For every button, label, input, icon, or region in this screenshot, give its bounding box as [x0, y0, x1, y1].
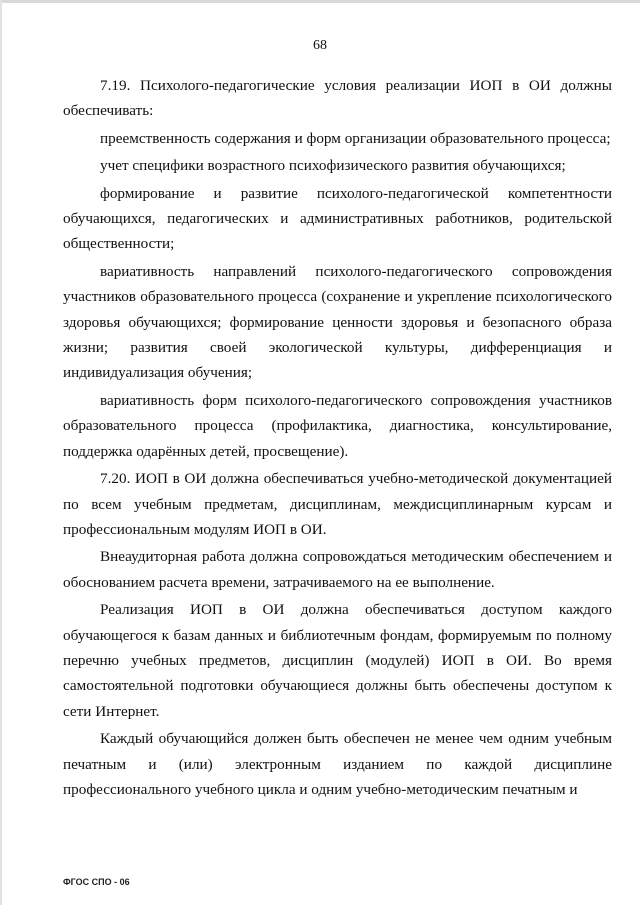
- paragraph-database-access: Реализация ИОП в ОИ должна обеспечиваться доступом каждого обучающегося к базам данных и библиотечным фондам, формируемым по полному перечню учебных предметов, дисциплин (модулей) ИОП в ОИ. Во время самостоятельной подготовки обучающиеся должны быть обеспечены доступом к сети Интернет.: [63, 601, 612, 720]
- paragraph-7-20: 7.20. ИОП в ОИ должна обеспечиваться учебно-методической документацией по всем учебным предметам, дисциплинам, междисциплинарным курсам и профессиональным модулям ИОП в ОИ.: [63, 470, 612, 538]
- paragraph-variability-directions: вариативность направлений психолого-педагогического сопровождения участников образовательного процесса (сохранение и укрепление психологического здоровья обучающихся; формирование ценности здоровья и безопасного образа жизни; развития своей экологической культуры, дифференциация и индивидуализация обучения;: [63, 262, 612, 382]
- page-number: 68: [313, 38, 327, 53]
- paragraph-extracurricular: Внеаудиторная работа должна сопровождаться методическим обеспечением и обоснованием расчета времени, затрачиваемого на ее выполнение.: [63, 548, 612, 591]
- paragraph-7-19-intro: 7.19. Психолого-педагогические условия реализации ИОП в ОИ должны обеспечивать:: [63, 77, 612, 120]
- footer-code: ФГОС СПО - 06: [63, 877, 130, 887]
- paragraph-competence: формирование и развитие психолого-педагогической компетентности обучающихся, педагогических и административных работников, родительской общественности;: [63, 184, 612, 253]
- document-body: [63, 73, 612, 804]
- scan-edge-left: [0, 0, 2, 905]
- paragraph-age-specifics: учет специфики возрастного психофизического развития обучающихся;: [100, 157, 566, 175]
- paragraph-variability-forms: вариативность форм психолого-педагогического сопровождения участников образовательного процесса (профилактика, диагностика, консультирование, поддержка одарённых детей, просвещение).: [63, 391, 612, 460]
- scan-edge-top: [0, 0, 640, 3]
- paragraph-continuity: преемственность содержания и форм организации образовательного процесса;: [100, 129, 611, 147]
- paragraph-printed-editions: Каждый обучающийся должен быть обеспечен не менее чем одним учебным печатным и (или) электронным изданием по каждой дисциплине профессионального учебного цикла и одним учебно-методическим печатным и: [63, 730, 612, 798]
